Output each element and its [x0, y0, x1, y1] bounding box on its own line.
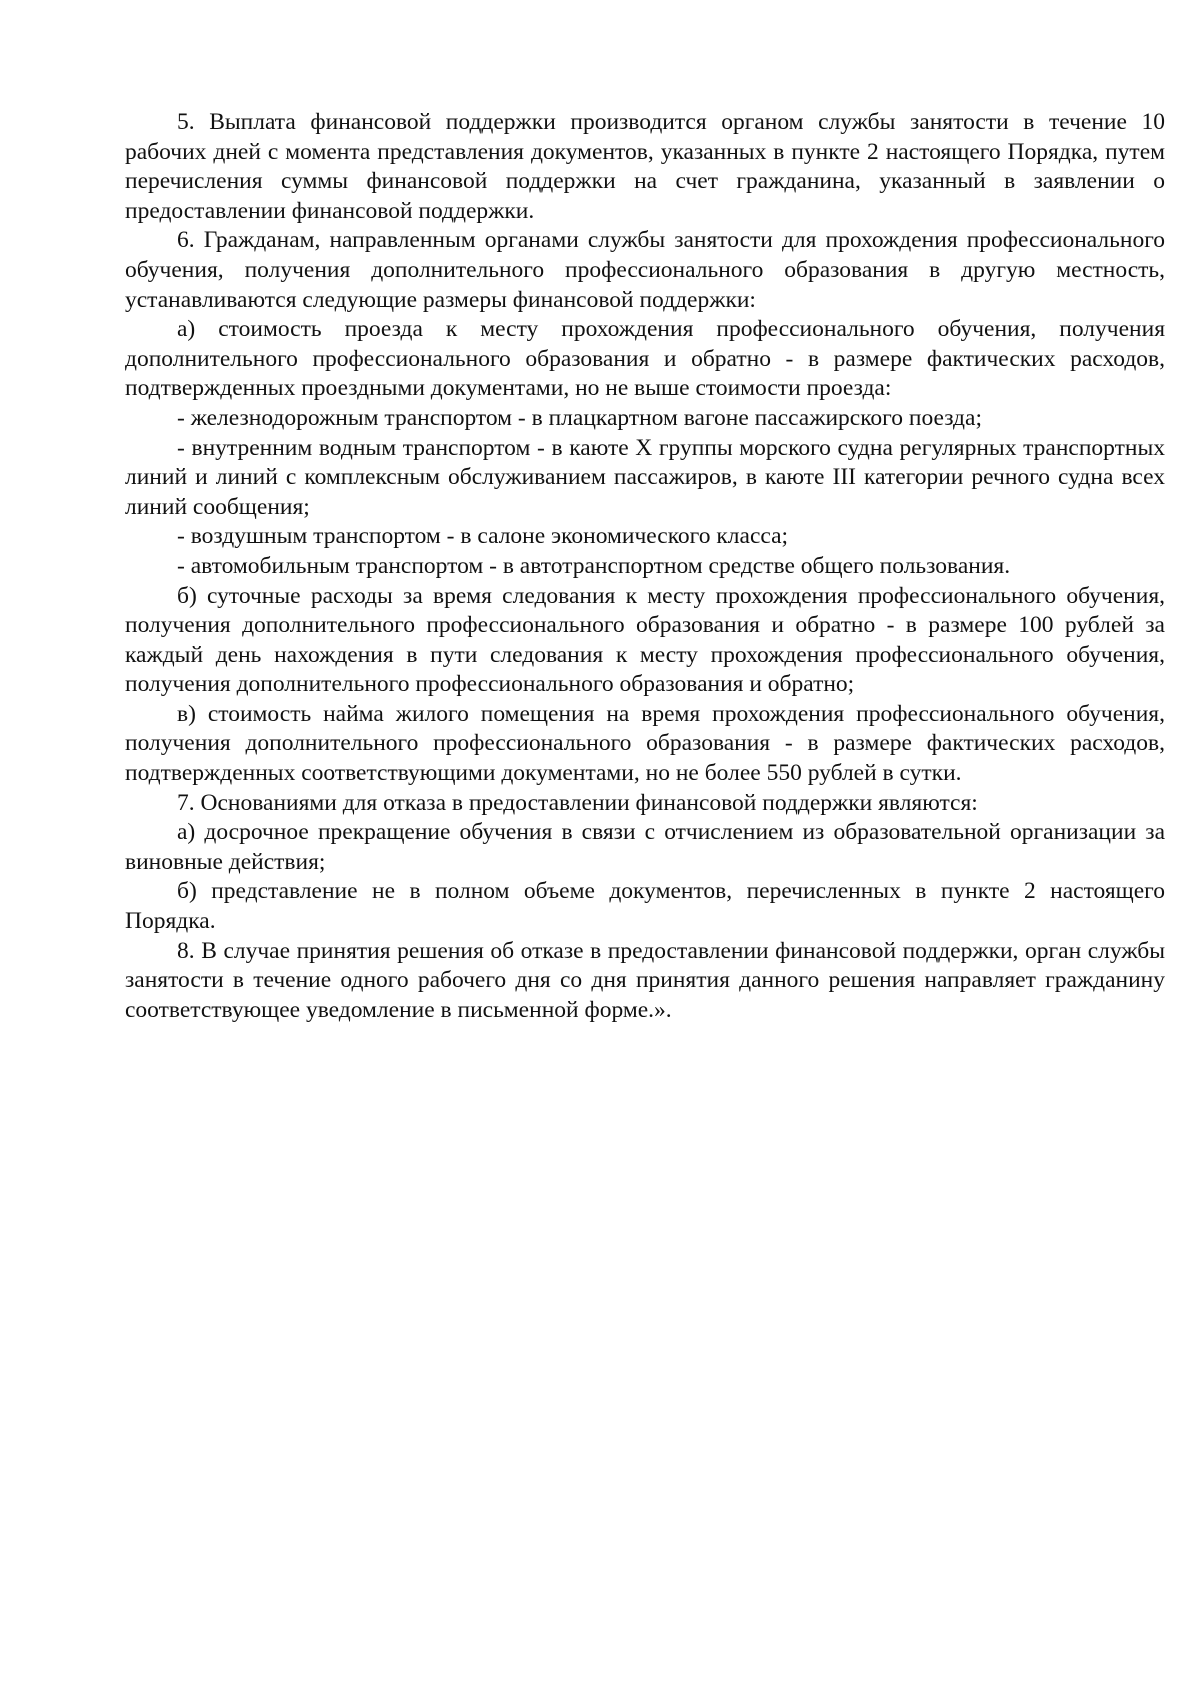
paragraph-7-refusal-grounds: 7. Основаниями для отказа в предоставлении финансовой поддержки являются: — [177, 789, 978, 816]
item-c-housing-cost: в) стоимость найма жилого помещения на время прохождения профессионального обучения, получения дополнительного профессионального образования - в размере фактических расходов, подтвержденных соответствующими документами, но не более 550 рублей в сутки. — [125, 700, 1165, 787]
item-a-travel-cost: а) стоимость проезда к месту прохождения профессионального обучения, получения дополнительного профессионального образования и обратно - в размере фактических расходов, подтвержденных проездными документами, но не выше стоимости проезда: — [125, 316, 1165, 402]
item-air-transport: - воздушным транспортом - в салоне экономического класса; — [177, 523, 789, 550]
document-body — [125, 108, 1165, 1025]
paragraph-8-refusal-notice: 8. В случае принятия решения об отказе в предоставлении финансовой поддержки, орган службы занятости в течение одного рабочего дня со дня принятия данного решения направляет гражданину соответствующее уведомление в письменной форме.». — [125, 937, 1165, 1023]
paragraph-5-payment: 5. Выплата финансовой поддержки производится органом службы занятости в течение 10 рабочих дней с момента представления документов, указанных в пункте 2 настоящего Порядка, путем перечисления суммы финансовой поддержки на счет гражданина, указанный в заявлении о предоставлении финансовой поддержки. — [125, 109, 1165, 224]
item-water-transport: - внутренним водным транспортом - в каюте X группы морского судна регулярных транспортных линий и линий с комплексным обслуживанием пассажиров, в каюте III категории речного судна всех линий сообщения; — [125, 434, 1165, 520]
item-road-transport: - автомобильным транспортом - в автотранспортном средстве общего пользования. — [177, 552, 1011, 579]
item-b-incomplete-documents: б) представление не в полном объеме документов, перечисленных в пункте 2 настоящего Порядка. — [125, 878, 1165, 935]
paragraph-6-support-amounts: 6. Гражданам, направленным органами службы занятости для прохождения профессионального обучения, получения дополнительного профессионального образования в другую местность, устанавливаются следующие размеры финансовой поддержки: — [125, 227, 1165, 313]
item-rail-transport: - железнодорожным транспортом - в плацкартном вагоне пассажирского поезда; — [177, 404, 982, 431]
item-a-early-termination: а) досрочное прекращение обучения в связи с отчислением из образовательной организации за виновные действия; — [125, 819, 1165, 875]
item-b-daily-expenses: б) суточные расходы за время следования к месту прохождения профессионального обучения, получения дополнительного профессионального образования и обратно - в размере 100 рублей за каждый день нахождения в пути следования к месту прохождения профессионального обучения, получения дополнительного профессионального образования и обратно; — [125, 582, 1165, 698]
